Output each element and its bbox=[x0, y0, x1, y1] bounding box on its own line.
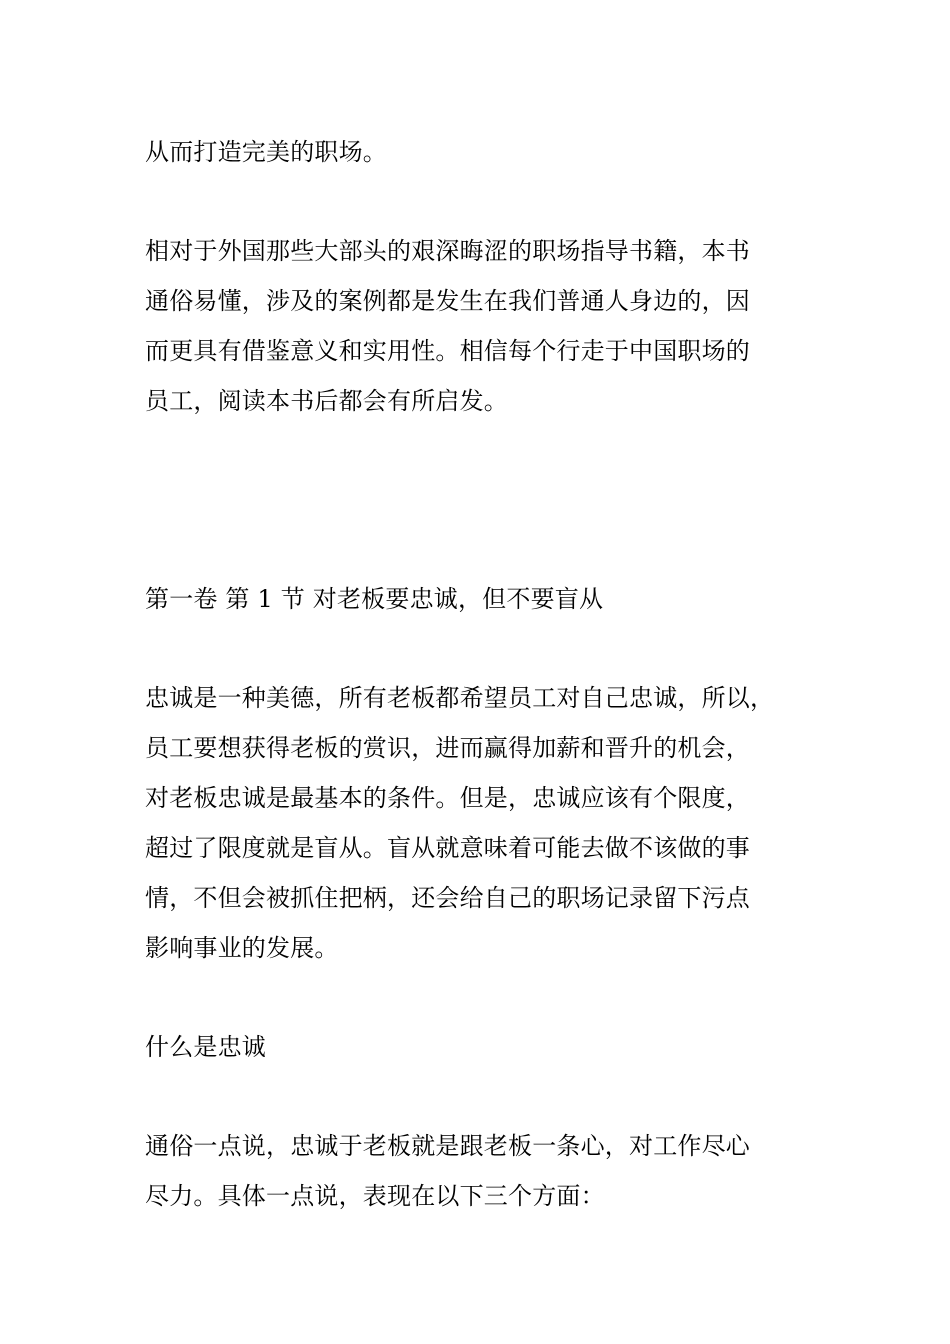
paragraph-line: 情，不但会被抓住把柄，还会给自己的职场记录留下污点 bbox=[145, 884, 750, 912]
paragraph-line: 超过了限度就是盲从。盲从就意味着可能去做不该做的事 bbox=[145, 834, 750, 862]
paragraph-line: 通俗易懂，涉及的案例都是发生在我们普通人身边的，因 bbox=[145, 287, 750, 315]
paragraph-line: 员工，阅读本书后都会有所启发。 bbox=[145, 387, 508, 415]
paragraph-line: 从而打造完美的职场。 bbox=[145, 138, 387, 166]
paragraph-line: 对老板忠诚是最基本的条件。但是，忠诚应该有个限度， bbox=[145, 784, 750, 812]
paragraph-line: 通俗一点说，忠诚于老板就是跟老板一条心，对工作尽心 bbox=[145, 1132, 750, 1160]
paragraph-line: 影响事业的发展。 bbox=[145, 934, 339, 962]
paragraph-line: 相对于外国那些大部头的艰深晦涩的职场指导书籍，本书 bbox=[145, 237, 750, 265]
subheading: 什么是忠诚 bbox=[145, 1033, 266, 1061]
paragraph-line: 而更具有借鉴意义和实用性。相信每个行走于中国职场的 bbox=[145, 337, 750, 365]
section-heading: 第一卷 第 1 节 对老板要忠诚，但不要盲从 bbox=[145, 585, 604, 613]
paragraph-line: 尽力。具体一点说，表现在以下三个方面： bbox=[145, 1182, 605, 1210]
paragraph-line: 员工要想获得老板的赏识，进而赢得加薪和晋升的机会， bbox=[145, 734, 750, 762]
paragraph-line: 忠诚是一种美德，所有老板都希望员工对自己忠诚，所以， bbox=[145, 684, 775, 712]
